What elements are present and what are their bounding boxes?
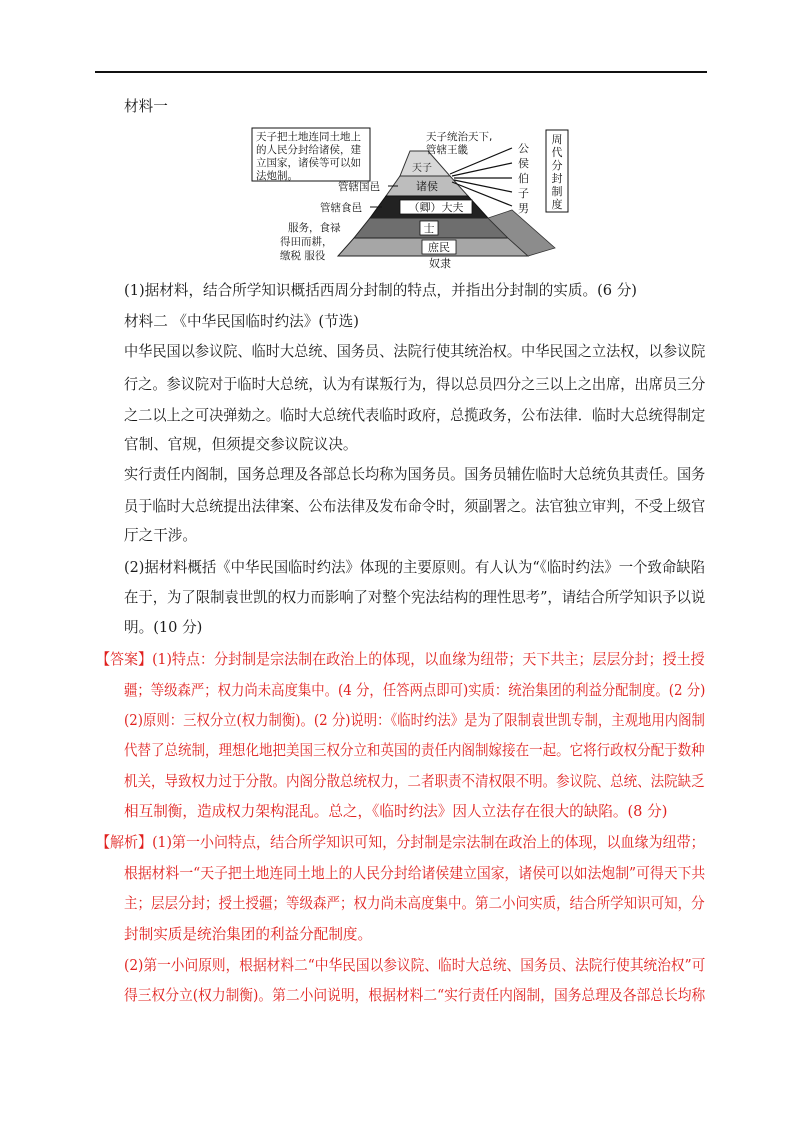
answer-line-4: 代替了总统制，理想化地把美国三权分立和英国的责任内阁制嫁接在一起。它将行政权分配于数种 xyxy=(124,742,705,759)
service-line-2: 得田而耕， xyxy=(280,236,333,248)
analysis-line-2: 根据材料一“天子把土地连同土地上的人民分封给诸侯建立国家，诸侯可以如法炮制”可得天下共 xyxy=(124,865,706,882)
tier-zhuhou-label: 诸侯 xyxy=(416,180,438,193)
rank-nan: 男 xyxy=(518,202,529,215)
material-2-para-2-line-1: 实行责任内阁制，国务总理及各部总长均称为国务员。国务员辅佐临时大总统负其责任。国务 xyxy=(124,466,706,483)
side-title-char-2: 代 xyxy=(551,146,563,159)
fengjian-pyramid-figure xyxy=(250,126,580,271)
side-title-char-5: 制 xyxy=(551,185,563,198)
answer-line-1: 【答案】(1)特点：分封制是宗法制在政治上的体现，以血缘为纽带；天下共主；层层分封；授土授 xyxy=(96,651,705,668)
box-line-2: 的人民分封给诸侯，建 xyxy=(256,144,361,156)
rank-bo: 伯 xyxy=(518,172,529,185)
side-title-char-3: 分 xyxy=(551,159,563,172)
material-2-para-2-line-2: 员于临时大总统提出法律案、公布法律及发布命令时，须副署之。法官独立审判，不受上级官 xyxy=(124,498,706,515)
service-line-1: 服务，食禄 xyxy=(288,222,341,234)
rank-zi: 子 xyxy=(518,187,529,200)
answer-line-2: 疆；等级森严；权力尚未高度集中。(4 分，任答两点即可)实质：统治集团的利益分配制度。(2 分) xyxy=(124,682,706,699)
top-line-1: 天子统治天下, xyxy=(426,131,493,143)
side-title-char-6: 度 xyxy=(551,198,563,211)
rank-gong: 公 xyxy=(518,142,529,155)
tier-shi-label: 士 xyxy=(423,222,435,235)
side-title-char-4: 封 xyxy=(551,172,563,185)
side-title-char-1: 周 xyxy=(551,133,563,146)
box-line-3: 立国家，诸侯等可以如 xyxy=(256,157,361,169)
analysis-line-3: 主；层层分封；授土授疆；等级森严；权力尚未高度集中。第二小问实质，结合所学知识可知，分 xyxy=(124,895,705,912)
question-2-line-3: 明。(10 分) xyxy=(124,619,203,636)
question-1: (1)据材料，结合所学知识概括西周分封制的特点，并指出分封制的实质。(6 分) xyxy=(124,282,637,299)
material-1-label: 材料一 xyxy=(124,98,168,115)
tier-qingdafu-label: （卿）大夫 xyxy=(408,201,464,214)
guanxia-guoyi-label: 管辖国邑 xyxy=(338,181,380,193)
tier-shumin-label: 庶民 xyxy=(428,241,450,254)
material-2-para-2-line-3: 厅之干涉。 xyxy=(124,527,197,544)
analysis-line-4: 封制实质是统治集团的利益分配制度。 xyxy=(124,926,373,943)
answer-line-3: (2)原则：三权分立(权力制衡)。(2 分)说明：《临时约法》是为了限制袁世凯专制，主观地用内阁制 xyxy=(124,712,705,729)
guanxia-shiyi-label: 管辖食邑 xyxy=(320,202,362,214)
apex-label: 天子 xyxy=(412,163,432,174)
rank-hou: 侯 xyxy=(518,157,529,170)
question-2-line-2: 在于，为了限制袁世凯的权力而影响了对整个宪法结构的理性思考”，请结合所学知识予以说 xyxy=(124,589,706,606)
bottom-label: 奴隶 xyxy=(429,257,451,270)
material-2-para-1-line-2: 行之。参议院对于临时大总统，认为有谋叛行为，得以总员四分之三以上之出席，出席员三分 xyxy=(124,376,706,393)
material-2-para-1-line-4: 官制、官规，但须提交参议院议决。 xyxy=(124,436,358,453)
header-rule xyxy=(95,71,707,73)
pyramid-diagram xyxy=(250,126,580,271)
box-line-1: 天子把土地连同土地上 xyxy=(256,131,361,143)
answer-line-6: 相互制衡，造成权力架构混乱。总之，《临时约法》因人立法存在很大的缺陷。(8 分) xyxy=(124,803,668,820)
answer-line-5: 机关，导致权力过于分散。内阁分散总统权力，二者职责不清权限不明。参议院、总统、法院缺乏 xyxy=(124,773,705,790)
question-2-line-1: (2)据材料概括《中华民国临时约法》体现的主要原则。有人认为“《临时约法》一个致命缺陷 xyxy=(124,559,705,576)
service-line-3: 缴税 服役 xyxy=(280,250,326,262)
analysis-line-5: (2)第一小问原则，根据材料二“中华民国以参议院、临时大总统、国务员、法院行使其统治权”可 xyxy=(124,957,706,974)
material-2-heading: 材料二 《中华民国临时约法》(节选) xyxy=(124,313,359,330)
top-line-2: 管辖王畿 xyxy=(426,144,468,156)
analysis-line-1: 【解析】(1)第一小问特点，结合所学知识可知，分封制是宗法制在政治上的体现，以血缘为纽带； xyxy=(96,834,705,851)
material-2-para-1-line-3: 之二以上之可决弹劾之。临时大总统代表临时政府，总揽政务，公布法律．临时大总统得制定 xyxy=(124,407,706,424)
box-line-4: 法炮制。 xyxy=(256,170,298,182)
material-2-para-1-line-1: 中华民国以参议院、临时大总统、国务员、法院行使其统治权。中华民国之立法权，以参议院 xyxy=(124,343,706,360)
analysis-line-6: 得三权分立(权力制衡)。第二小问说明，根据材料二“实行责任内阁制，国务总理及各部总长均称 xyxy=(124,987,706,1004)
